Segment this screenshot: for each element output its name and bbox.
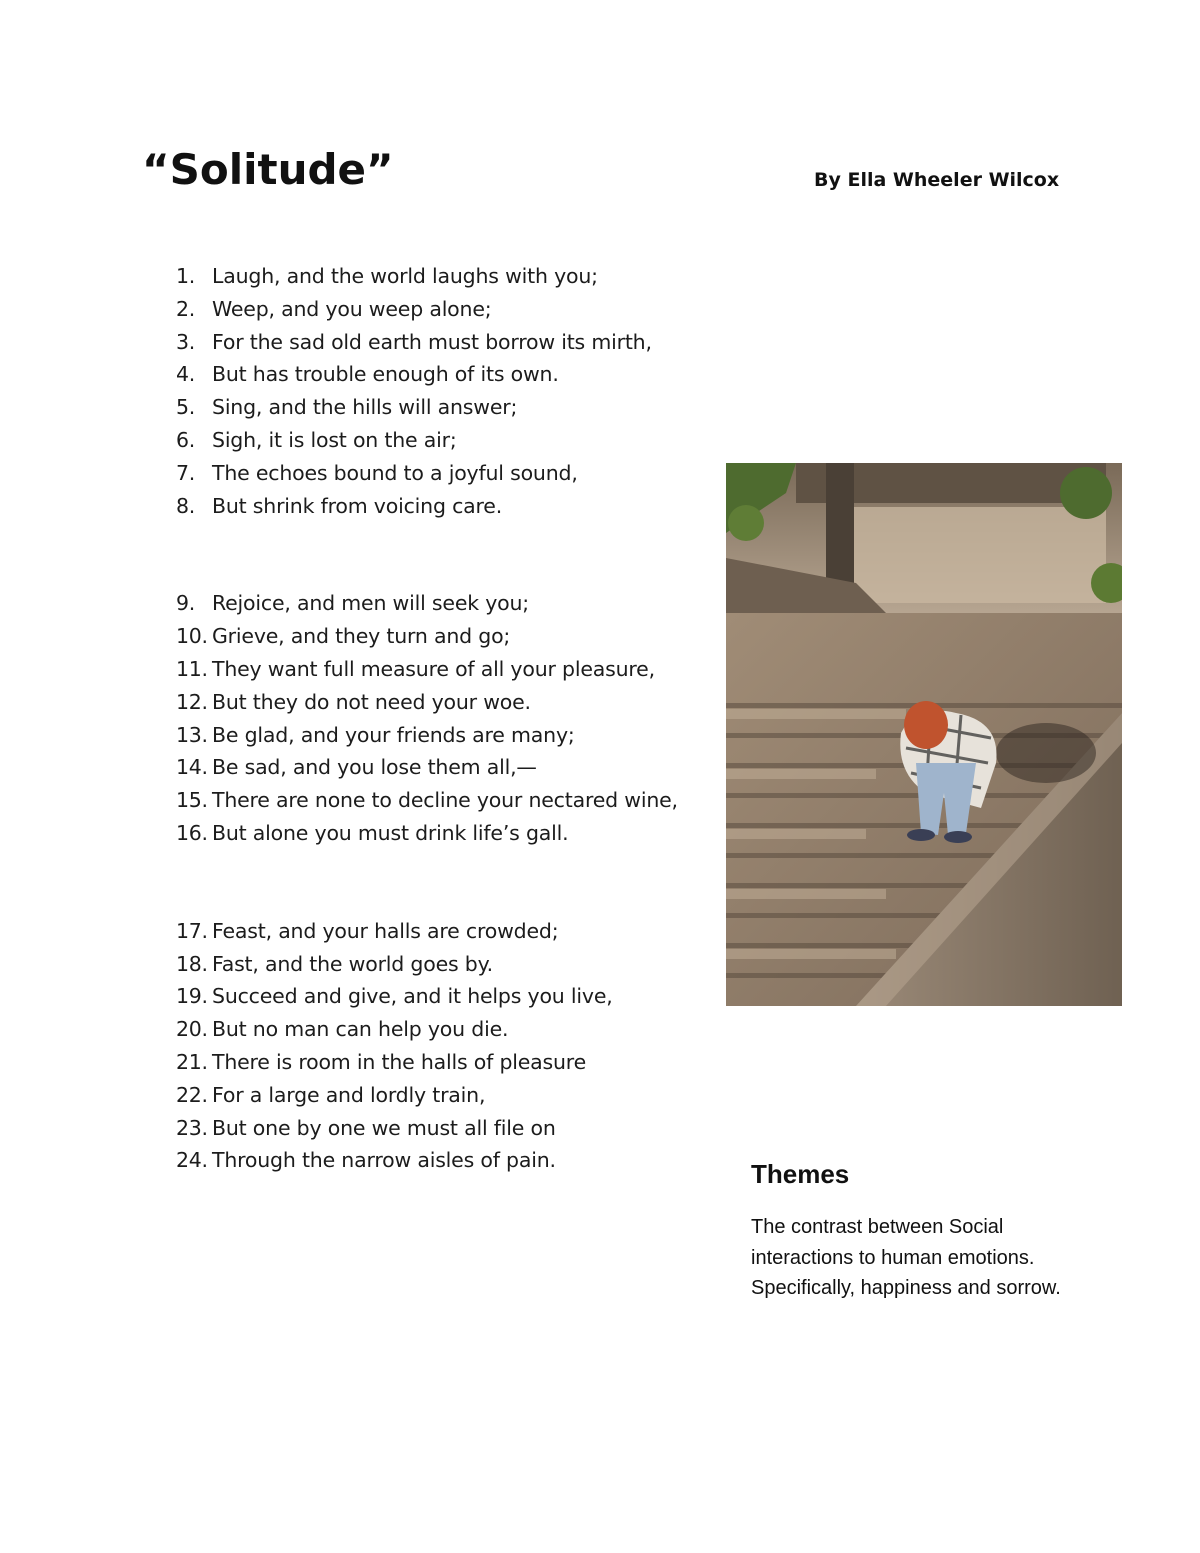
red-hair [904,701,948,749]
foliage-leaf [1060,467,1112,519]
line-number: 21. [176,1049,208,1074]
line-number: 3. [176,329,195,354]
line-text: But no man can help you die. [212,1017,509,1042]
poem-line [176,948,716,981]
stanza-2 [176,587,716,849]
line-number: 13. [176,722,208,747]
line-text: Through the narrow aisles of pain. [212,1148,556,1173]
line-text: Sigh, it is lost on the air; [212,427,457,452]
sneaker [907,829,935,841]
line-number: 23. [176,1115,208,1140]
stairs-photo [726,463,1122,1006]
line-text: Be sad, and you lose them all,— [212,755,537,780]
themes-heading: Themes [751,1159,850,1189]
line-text: But one by one we must all file on [212,1115,556,1140]
poem-line [176,391,716,424]
poem-line [176,686,716,719]
poem-line [176,915,716,948]
line-number: 10. [176,624,208,649]
poem-line [176,620,716,653]
poem-line [176,1079,716,1112]
line-number: 5. [176,395,195,420]
poem-line [176,457,716,490]
line-text: Feast, and your halls are crowded; [212,918,559,943]
line-text: But has trouble enough of its own. [212,362,559,387]
line-text: Succeed and give, and it helps you live, [212,984,613,1009]
line-number: 7. [176,460,195,485]
wall-pillar [826,463,854,583]
poem-line [176,817,716,850]
poem-line [176,358,716,391]
poem-line [176,784,716,817]
poem-line [176,326,716,359]
foliage-leaf [728,505,764,541]
line-number: 6. [176,427,195,452]
line-number: 19. [176,984,208,1009]
figure-shadow [996,723,1096,783]
author-byline: By Ella Wheeler Wilcox [814,169,1060,191]
line-number: 11. [176,656,208,681]
poem-line [176,587,716,620]
line-number: 22. [176,1082,208,1107]
poem-line [176,1144,716,1177]
poem-line [176,260,716,293]
line-number: 16. [176,820,208,845]
line-text: For a large and lordly train, [212,1082,486,1107]
line-text: But alone you must drink life’s gall. [212,820,569,845]
poem-body [176,260,716,1177]
themes-description: The contrast between Social interactions to human emotions. Specifically, happiness and sorrow. [751,1216,1061,1299]
line-text: But they do not need your woe. [212,689,531,714]
poem-line [176,980,716,1013]
line-number: 17. [176,918,208,943]
poem-line [176,490,716,523]
line-number: 20. [176,1017,208,1042]
line-number: 1. [176,264,195,288]
poem-line [176,719,716,752]
line-text: For the sad old earth must borrow its mirth, [212,329,652,354]
line-number: 12. [176,689,208,714]
line-number: 18. [176,951,208,976]
line-number: 4. [176,362,195,387]
poem-line [176,653,716,686]
poem-line [176,1112,716,1145]
stanza-1 [176,260,716,522]
line-text: But shrink from voicing care. [212,493,503,518]
poem-title: “Solitude” [142,145,394,194]
poem-line [176,1013,716,1046]
poem-line [176,1046,716,1079]
stairs-illustration [726,463,1122,1006]
stanza-3 [176,915,716,1177]
line-text: Grieve, and they turn and go; [212,624,511,649]
line-number: 9. [176,591,195,616]
line-text: Fast, and the world goes by. [212,951,493,976]
line-number: 24. [176,1148,208,1173]
poem-line [176,293,716,326]
line-number: 8. [176,493,195,518]
poem-line [176,424,716,457]
line-number: 2. [176,296,195,321]
line-number: 15. [176,788,208,813]
poem-line [176,751,716,784]
line-text: Be glad, and your friends are many; [212,722,575,747]
line-text: There is room in the halls of pleasure [212,1049,587,1074]
line-text: Weep, and you weep alone; [212,296,492,321]
line-text: They want full measure of all your pleasure, [212,656,655,681]
line-number: 14. [176,755,208,780]
line-text: Rejoice, and men will seek you; [212,591,529,616]
sneaker [944,831,972,843]
sunlit-wall-panel [846,507,1106,603]
line-text: Sing, and the hills will answer; [212,395,518,420]
line-text: There are none to decline your nectared wine, [212,788,678,813]
line-text: Laugh, and the world laughs with you; [212,264,598,288]
line-text: The echoes bound to a joyful sound, [212,460,578,485]
